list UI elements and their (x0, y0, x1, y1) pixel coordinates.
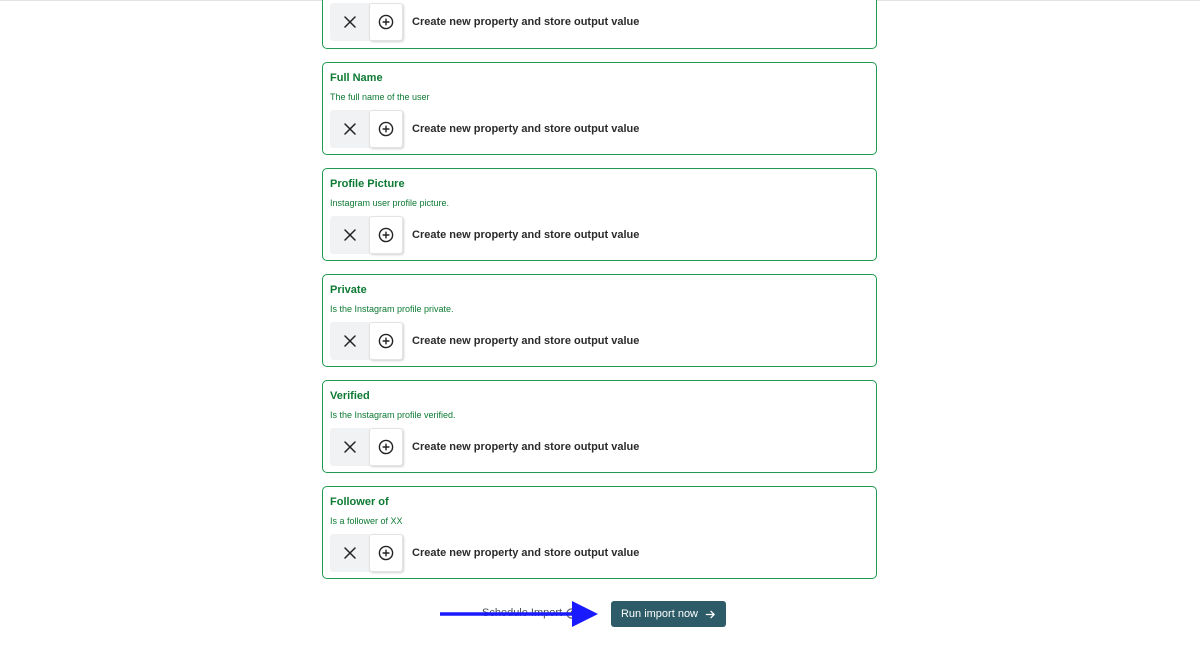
create-property-label: Create new property and store output value (412, 16, 640, 28)
property-description: Instagram user profile picture. (330, 198, 450, 208)
create-property-label: Create new property and store output value (412, 229, 640, 241)
plus-circle-icon (378, 14, 394, 30)
remove-mapping-button[interactable] (330, 110, 370, 148)
property-action-row (330, 110, 639, 148)
remove-mapping-button[interactable] (330, 534, 370, 572)
plus-circle-icon (378, 545, 394, 561)
property-action-row (330, 428, 639, 466)
import-footer (0, 601, 1200, 627)
property-title: Private (330, 284, 367, 296)
create-property-button[interactable] (369, 322, 403, 360)
create-property-button[interactable] (369, 3, 403, 41)
property-title: Full Name (330, 72, 383, 84)
property-title: Verified (330, 390, 370, 402)
plus-circle-icon (378, 333, 394, 349)
schedule-import-link[interactable] (482, 607, 577, 619)
run-import-now-label: Run import now (620, 608, 699, 620)
property-mapping-list (322, 0, 877, 592)
remove-mapping-button[interactable] (330, 322, 370, 360)
property-description: Is the Instagram profile private. (330, 304, 454, 314)
close-icon (344, 547, 356, 559)
plus-circle-icon (378, 439, 394, 455)
close-icon (344, 16, 356, 28)
create-property-label: Create new property and store output value (412, 441, 640, 453)
property-card-follower-of (322, 486, 877, 579)
run-import-now-button[interactable] (611, 601, 726, 627)
property-action-row (330, 322, 639, 360)
property-card-private (322, 274, 877, 367)
create-property-label: Create new property and store output value (412, 123, 640, 135)
property-card-profile-picture (322, 168, 877, 261)
arrow-right-icon (705, 609, 716, 620)
remove-mapping-button[interactable] (330, 3, 370, 41)
property-action-row (330, 216, 639, 254)
remove-mapping-button[interactable] (330, 216, 370, 254)
close-icon (344, 335, 356, 347)
create-property-button[interactable] (369, 216, 403, 254)
property-action-row (330, 534, 639, 572)
clock-icon (566, 608, 577, 619)
property-description: Is a follower of XX (330, 516, 403, 526)
property-title: Follower of (330, 496, 389, 508)
create-property-label: Create new property and store output value (412, 335, 640, 347)
schedule-import-label: Schedule Import (482, 607, 563, 619)
property-title: Profile Picture (330, 178, 405, 190)
create-property-button[interactable] (369, 534, 403, 572)
property-card-verified (322, 380, 877, 473)
create-property-button[interactable] (369, 110, 403, 148)
remove-mapping-button[interactable] (330, 428, 370, 466)
property-action-row (330, 3, 639, 41)
close-icon (344, 441, 356, 453)
create-property-button[interactable] (369, 428, 403, 466)
create-property-label: Create new property and store output value (412, 547, 640, 559)
plus-circle-icon (378, 227, 394, 243)
close-icon (344, 123, 356, 135)
plus-circle-icon (378, 121, 394, 137)
property-card-full-name (322, 62, 877, 155)
property-description: Is the Instagram profile verified. (330, 410, 456, 420)
property-card (322, 0, 877, 49)
close-icon (344, 229, 356, 241)
property-description: The full name of the user (330, 92, 430, 102)
